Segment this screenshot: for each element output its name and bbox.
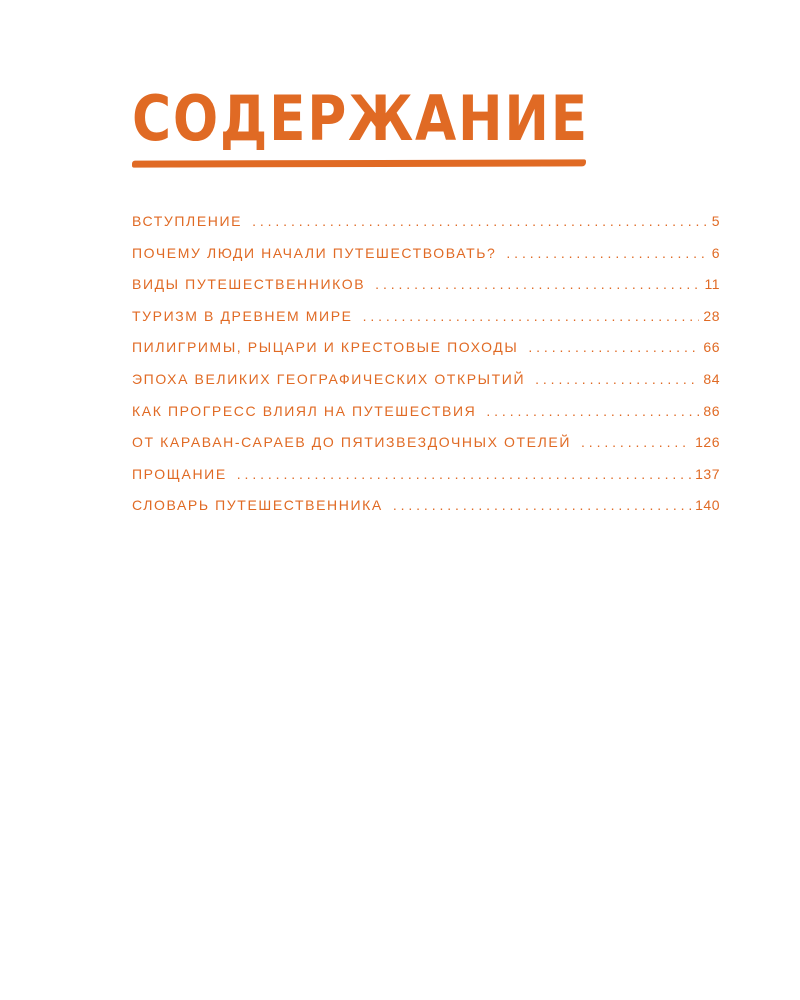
toc-entry-title: ОТ КАРАВАН-САРАЕВ ДО ПЯТИЗВЕЗДОЧНЫХ ОТЕЛЕЙ xyxy=(132,434,572,451)
toc-entry-page-number: 126 xyxy=(695,434,720,451)
toc-entry-page-number: 140 xyxy=(695,497,720,514)
toc-entry-farewell[interactable] xyxy=(132,466,720,498)
toc-entry-page-number: 5 xyxy=(711,213,720,229)
toc-entry-page-number: 84 xyxy=(703,370,720,387)
dot-leader xyxy=(581,434,691,450)
dot-leader xyxy=(535,371,699,387)
toc-entry-age-of-discovery[interactable] xyxy=(132,371,720,403)
dot-leader xyxy=(252,213,708,229)
toc-entry-title: СЛОВАРЬ ПУТЕШЕСТВЕННИКА xyxy=(132,497,383,514)
toc-entry-title: ТУРИЗМ В ДРЕВНЕМ МИРЕ xyxy=(132,307,353,324)
toc-entry-page-number: 66 xyxy=(703,339,720,356)
toc-entry-progress-and-travel[interactable] xyxy=(132,403,720,435)
toc-entry-pilgrims-crusades[interactable] xyxy=(132,339,720,371)
toc-entry-page-number: 137 xyxy=(695,465,720,482)
toc-entry-title: ВСТУПЛЕНИЕ xyxy=(132,213,243,229)
dot-leader xyxy=(486,403,699,419)
dot-leader xyxy=(363,308,700,324)
dot-leader xyxy=(506,245,707,261)
toc-entry-page-number: 28 xyxy=(703,307,720,324)
toc-entry-page-number: 86 xyxy=(703,402,720,419)
toc-entry-title: ПИЛИГРИМЫ, РЫЦАРИ И КРЕСТОВЫЕ ПОХОДЫ xyxy=(132,339,519,356)
toc-entry-ancient-tourism[interactable] xyxy=(132,308,720,340)
toc-entry-title: КАК ПРОГРЕСС ВЛИЯЛ НА ПУТЕШЕСТВИЯ xyxy=(132,402,477,419)
toc-entry-title: ПОЧЕМУ ЛЮДИ НАЧАЛИ ПУТЕШЕСТВОВАТЬ? xyxy=(132,244,497,261)
dot-leader xyxy=(393,497,691,513)
toc-entry-title: ЭПОХА ВЕЛИКИХ ГЕОГРАФИЧЕСКИХ ОТКРЫТИЙ xyxy=(132,370,526,387)
toc-entry-introduction[interactable] xyxy=(132,213,720,245)
toc-entry-glossary[interactable] xyxy=(132,497,720,529)
toc-entry-caravanserais-to-hotels[interactable] xyxy=(132,434,720,466)
dot-leader xyxy=(375,276,700,292)
dot-leader xyxy=(237,466,691,482)
toc-entry-title: ПРОЩАНИЕ xyxy=(132,465,227,482)
dot-leader xyxy=(528,339,699,355)
toc-entry-page-number: 6 xyxy=(711,244,720,261)
title-underline xyxy=(132,159,586,167)
toc-entry-traveler-types[interactable] xyxy=(132,276,720,308)
toc-entry-title: ВИДЫ ПУТЕШЕСТВЕННИКОВ xyxy=(132,276,366,293)
table-of-contents xyxy=(132,213,720,529)
page-title: СОДЕРЖАНИЕ xyxy=(132,82,589,155)
toc-entry-why-travel[interactable] xyxy=(132,245,720,277)
toc-entry-page-number: 11 xyxy=(704,276,720,293)
